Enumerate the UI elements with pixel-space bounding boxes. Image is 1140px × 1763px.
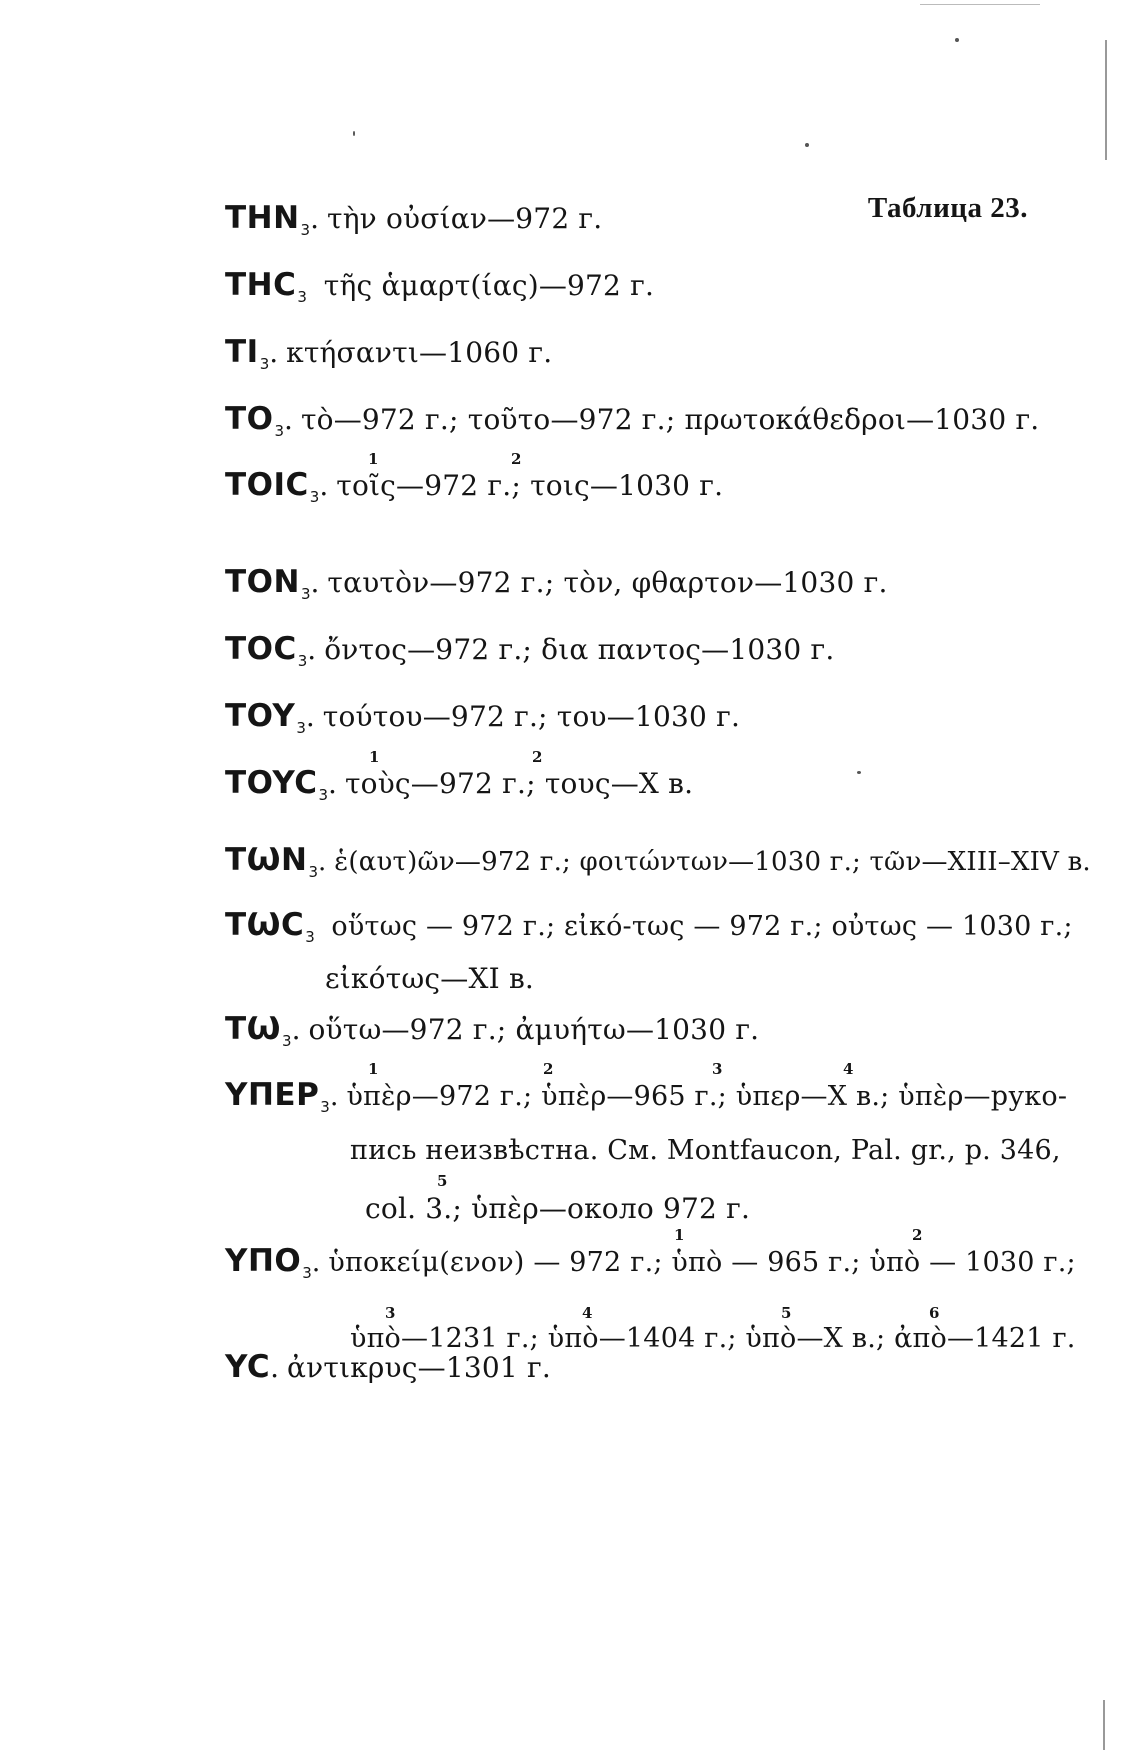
entry	[225, 1012, 1044, 1058]
variant-mark: 5	[781, 1304, 792, 1322]
variant-mark: 3	[712, 1060, 723, 1078]
lemma: TѠ	[225, 1011, 282, 1047]
lemma-subscript: 3	[309, 488, 320, 506]
lemma-subscript: 3	[320, 1098, 330, 1116]
scan-speck	[955, 38, 959, 42]
entry-line	[225, 1192, 1044, 1226]
entry	[225, 565, 1044, 611]
variant-mark: 1	[369, 748, 380, 766]
variant-mark: 5	[437, 1172, 448, 1190]
entry-line	[225, 907, 1073, 954]
variant-mark: 2	[912, 1226, 923, 1244]
entry-text: εἰκότως—XI в.	[325, 962, 535, 995]
variant-mark: 3	[385, 1304, 396, 1322]
variant-marks	[225, 1304, 1044, 1322]
entry-text: οὕτω—972 г.; ἀμυήτω—1030 г.	[308, 1013, 760, 1046]
entry	[225, 699, 1044, 745]
entry-text: ὑποκείμ(ενον) — 972 г.; ὑπὸ — 965 г.; ὑπὸ — 1030 г.;	[328, 1247, 1076, 1278]
scan-speck	[805, 143, 809, 147]
variant-mark: 2	[532, 748, 543, 766]
entry-text: οὕτως — 972 г.; εἰκό-τως — 972 г.; οὐτως — 1030 г.;	[331, 911, 1073, 942]
entry	[225, 335, 1044, 381]
entry-line: $TON_3$. ταυτὸν—972 г.; τὸν, φθαρτον—1030 г.	[225, 564, 888, 603]
entry-line: $TOIC_3$. τοῖς—972 г.; τοις—1030 г.	[225, 467, 724, 506]
entry-line	[225, 962, 1044, 996]
lemma: YΠEP	[225, 1077, 320, 1113]
entry-text: ὑπὲρ—972 г.; ὑπὲρ—965 г.; ὑπερ—X в.; ὑπὲρ—руко-	[346, 1081, 1068, 1112]
lemma-subscript: 3	[297, 288, 307, 306]
entry	[225, 268, 1044, 314]
variant-mark: 2	[511, 450, 522, 468]
lemma-subscript: 3	[274, 422, 285, 440]
variant-mark: 1	[368, 450, 379, 468]
entry-text: ὄντος—972 г.; δια παντος—1030 г.	[324, 633, 835, 666]
lemma: YΠO	[225, 1243, 302, 1279]
lemma-subscript: 3	[300, 585, 311, 603]
lemma: TOYC	[225, 765, 318, 801]
lemma-subscript: 3	[259, 355, 270, 373]
lemma: YC	[225, 1349, 271, 1385]
entry	[225, 201, 1044, 247]
entry	[225, 402, 1044, 448]
entry-line: $TI_3$. κτήσαντι—1060 г.	[225, 334, 553, 373]
lemma: TOIC	[225, 467, 309, 503]
entry-line: $TѠN_3$. ἑ(αυτ)ῶν—972 г.; φοιτώντων—1030 г.; τῶν—XIII–XIV в.	[225, 842, 1091, 881]
entry-text: τῆς ἁμαρτ(ίας)—972 г.	[323, 269, 655, 302]
entry	[225, 450, 1044, 514]
entry-text: τὴν οὐσίαν—972 г.	[327, 202, 603, 235]
entry	[225, 748, 1044, 812]
lemma-subscript: 3	[282, 1032, 292, 1050]
scan-edge	[920, 4, 1040, 5]
lemma: TѠN	[225, 842, 308, 878]
entry	[225, 1350, 1044, 1385]
variant-marks	[225, 1060, 1044, 1078]
variant-mark: 2	[543, 1060, 554, 1078]
entry-line: $Y\Pi EP_3$. ὑπὲρ—972 г.; ὑπὲρ—965 г.; ὑπερ—X в.; ὑπὲρ—руко-	[225, 1077, 1068, 1116]
entry-line: $TO_3$. τὸ—972 г.; τοῦτο—972 г.; πρωτοκάθεδροι—1030 г.	[225, 401, 1040, 440]
entry	[225, 632, 1044, 678]
entry-line	[225, 1134, 1061, 1168]
entry	[225, 842, 1091, 889]
entry-line: $TѠ_3$. οὕτω—972 г.; ἀμυήτω—1030 г.	[225, 1011, 760, 1050]
scan-edge	[1103, 1700, 1105, 1750]
entry-text: col. 3.; ὑπὲρ—около 972 г.	[365, 1192, 751, 1225]
entry	[225, 1060, 1068, 1226]
variant-mark: 1	[368, 1060, 379, 1078]
scan-speck	[353, 131, 355, 136]
entry-text: ἀντικρυς—1301 г.	[287, 1351, 551, 1384]
variant-marks	[225, 1172, 1044, 1190]
variant-mark: 4	[843, 1060, 854, 1078]
lemma-subscript: 3	[302, 1264, 312, 1282]
scan-edge	[1105, 40, 1107, 160]
lemma-subscript: 3	[308, 863, 319, 881]
entry-line	[225, 268, 1044, 314]
entry-text: κτήσαντι—1060 г.	[286, 336, 553, 369]
variant-mark: 6	[929, 1304, 940, 1322]
page-header: Таблица 23.	[867, 192, 1028, 224]
lemma-subscript: 3	[296, 719, 306, 737]
entry-text: пись неизвѣстна. См. Montfaucon, Pal. gr., p. 346,	[350, 1135, 1061, 1166]
lemma-subscript: 3	[305, 928, 315, 946]
variant-marks	[225, 748, 1044, 766]
entry-text: τὸ—972 г.; τοῦτο—972 г.; πρωτοκάθεδροι—1030 г.	[300, 403, 1040, 436]
variant-mark: 1	[674, 1226, 685, 1244]
entry-line: $TOYC_3$. τοὺς—972 г.; τους—X в.	[225, 765, 694, 804]
lemma: TOC	[225, 631, 297, 667]
lemma: TO	[225, 401, 274, 437]
entry-line: $TOC_3$. ὄντος—972 г.; δια παντος—1030 г.	[225, 631, 835, 670]
entry-text: τοὺς—972 г.; τους—X в.	[344, 767, 694, 800]
entry-text: τοῖς—972 г.; τοις—1030 г.	[336, 469, 724, 502]
entry-text: ὑπὸ—1231 г.; ὑπὸ—1404 г.; ὑπὸ—X в.; ἀπὸ—1421 г.	[350, 1323, 1076, 1354]
lemma: THC	[225, 267, 297, 303]
lemma-subscript: 3	[318, 786, 329, 804]
entry-line: $Y\Pi O_3$. ὑποκείμ(ενον) — 972 г.; ὑπὸ — 965 г.; ὑπὸ — 1030 г.;	[225, 1243, 1076, 1282]
scan-speck	[857, 771, 861, 774]
variant-marks	[225, 450, 1044, 468]
entry-line: YC. ἀντικρυς—1301 г.	[225, 1349, 551, 1385]
lemma: TI	[225, 334, 259, 370]
entry-line: $TOY_3$. τούτου—972 г.; του—1030 г.	[225, 698, 741, 737]
variant-mark: 4	[582, 1304, 593, 1322]
entry	[225, 1226, 1076, 1356]
variant-marks	[225, 1226, 1044, 1244]
entry-line: $THN_3$. τὴν οὐσίαν—972 г.	[225, 200, 603, 239]
lemma-subscript: 3	[297, 652, 308, 670]
lemma: TOY	[225, 698, 296, 734]
lemma-subscript: 3	[300, 221, 311, 239]
lemma: TON	[225, 564, 300, 600]
entry-text: ταυτὸν—972 г.; τὸν, φθαρτον—1030 г.	[327, 566, 888, 599]
lemma: THN	[225, 200, 300, 236]
entry-text: τούτου—972 г.; του—1030 г.	[322, 700, 741, 733]
lemma: TѠC	[225, 907, 305, 943]
entry	[225, 907, 1073, 996]
entry-text: ἑ(αυτ)ῶν—972 г.; φοιτώντων—1030 г.; τῶν—XIII–XIV в.	[334, 847, 1091, 877]
